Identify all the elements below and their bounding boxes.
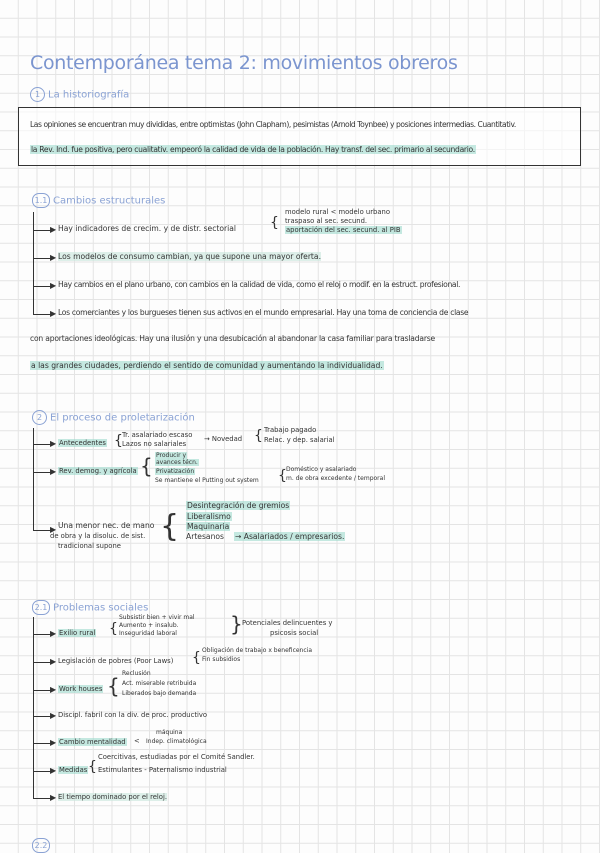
- arrow-icon: ▶: [50, 467, 57, 476]
- sub-item: traspaso al sec. secund.: [285, 217, 368, 225]
- section-number: 2.2: [32, 838, 50, 853]
- sub-item: modelo rural < modelo urbano: [285, 208, 390, 216]
- sub-item: Liberalismo: [187, 512, 231, 521]
- sub-item: Privatización: [156, 468, 195, 475]
- medidas: Medidas: [59, 766, 88, 774]
- sub-item: Se mantiene el Putting out system: [155, 477, 259, 484]
- sub-item: m. de obra excedente / temporal: [286, 475, 385, 482]
- section-number: 1.1: [32, 193, 50, 208]
- section-number: 2: [32, 410, 47, 425]
- sub-item: Coercitivas, estudiadas por el Comité Sandler.: [98, 753, 255, 761]
- sub-item: Aumento + insalub.: [119, 622, 179, 629]
- bullet-comerciantes-cont2: a las grandes ciudades, perdiendo el sentido de comunidad y aumentando la individualidad.: [31, 361, 383, 370]
- bullet-urbano: Hay cambios en el plano urbano, con cambios en la calidad de vida, como el reloj o modif. en la estruct. profesional.: [58, 280, 461, 289]
- menor-nec-3: tradicional supone: [58, 542, 121, 550]
- artesanos-arrow: → Asalariados / empresarios.: [235, 532, 345, 541]
- menor-nec-2: de obra y la disoluc. de sist.: [50, 532, 146, 540]
- sub-item: Relac. y dep. salarial: [264, 436, 335, 444]
- sub-item: Act. miserable retribuida: [122, 680, 197, 687]
- sub-item: máquina: [156, 729, 183, 736]
- arrow-icon: ▶: [50, 657, 57, 666]
- brace-icon: {: [160, 509, 180, 544]
- section-number: 2.1: [32, 600, 50, 615]
- sub-item: Subsistir bien + vivir mal: [119, 614, 195, 621]
- sub-item: Doméstico y asalariado: [286, 466, 357, 473]
- exilio-rural: Exilio rural: [59, 629, 96, 637]
- sub-item: Estimulantes - Paternalismo industrial: [98, 766, 227, 774]
- sub-item: Maquinaria: [187, 522, 230, 531]
- bullet-comerciantes: Los comerciantes y los burgueses tienen sus activos en el mundo empresarial. Hay una toma de conciencia de clase: [58, 308, 469, 317]
- arrow-icon: ▶: [50, 766, 57, 775]
- bullet-indicadores: Hay indicadores de crecim. y de distr. sectorial: [58, 224, 236, 233]
- sub-item: Lazos no salariales: [122, 440, 187, 448]
- arrow-icon: ▶: [50, 685, 57, 694]
- disciplina-fabril: Discipl. fabril con la div. de proc. productivo: [58, 711, 208, 719]
- section-title: Cambios estructurales: [53, 195, 166, 207]
- arrow-icon: ▶: [50, 309, 57, 318]
- brace-icon: {: [192, 650, 201, 666]
- sub-item: Artesanos: [186, 532, 224, 541]
- sub-item: aportación del sec. secund. al PIB: [286, 226, 401, 234]
- brace-icon: {: [88, 759, 97, 775]
- antecedentes: Antecedentes: [59, 439, 106, 447]
- brace-icon: {: [107, 674, 120, 698]
- section-heading-problemas: [32, 600, 148, 615]
- sub-item: Fin subsidios: [202, 656, 241, 663]
- arrow-icon: ▶: [50, 793, 57, 802]
- arrow-glyph: <: [134, 737, 140, 745]
- brace-icon: {: [109, 621, 118, 637]
- brace-icon: {: [114, 433, 123, 449]
- arrow-icon: ▶: [50, 225, 57, 234]
- brace-icon: {: [270, 215, 279, 231]
- sub-item: Obligación de trabajo x beneficencia: [202, 647, 312, 654]
- section-title: Problemas sociales: [53, 602, 149, 614]
- bullet-consumo: Los modelos de consumo cambian, ya que supone una mayor oferta.: [58, 252, 321, 261]
- sub-item: Reclusión: [122, 670, 151, 677]
- section-heading-proletarizacion: [32, 410, 195, 425]
- arrow-icon: ▶: [50, 629, 57, 638]
- menor-nec: Una menor nec. de mano: [58, 521, 155, 530]
- arrow-icon: ▶: [50, 525, 57, 534]
- arrow-icon: ▶: [50, 281, 57, 290]
- box-line-1: Las opiniones se encuentran muy divididas, entre optimistas (John Clapham), pesimistas (Arnold Toynbee) y posiciones intermedias. Cuantitativ.: [30, 120, 516, 129]
- sub-item: Liberados bajo demanda: [122, 690, 197, 697]
- rev-demog: Rev. demog. y agrícola: [59, 467, 137, 475]
- sub-item: Indep. climatológica: [146, 738, 207, 745]
- section-heading-2-2: [32, 838, 53, 853]
- vertical-connector: [33, 212, 34, 315]
- section-title: El proceso de proletarización: [50, 412, 195, 424]
- arrow-icon: ▶: [50, 711, 57, 720]
- section-number: 1: [30, 87, 45, 102]
- cambio-mentalidad: Cambio mentalidad: [59, 738, 126, 746]
- historiography-box: [18, 107, 581, 166]
- sub-item: Producir y: [156, 452, 187, 459]
- sub-item: Trabajo pagado: [264, 426, 317, 434]
- sub-item: Inseguridad laboral: [119, 630, 177, 637]
- work-houses: Work houses: [59, 685, 103, 693]
- arrow-icon: ▶: [50, 738, 57, 747]
- result-item: psicosis social: [270, 629, 319, 637]
- section-heading-historiografia: [30, 87, 129, 102]
- brace-icon: }: [230, 612, 243, 636]
- sub-item: Desintegración de gremios: [187, 501, 290, 510]
- section-title: La historiografía: [48, 89, 130, 101]
- page-title: Contemporánea tema 2: movimientos obreros: [30, 52, 458, 74]
- legislacion: Legislación de pobres (Poor Laws): [58, 657, 174, 665]
- brace-icon: {: [278, 468, 287, 484]
- arrow-icon: ▶: [50, 253, 57, 262]
- arrow-novedad: → Novedad: [204, 435, 243, 443]
- tiempo-reloj: El tiempo dominado por el reloj.: [58, 793, 168, 801]
- section-heading-cambios: [32, 193, 165, 208]
- box-line-2: la Rev. Ind. fue positiva, pero cualitativ. empeoró la calidad de vida de la población. Hay transf. del sec. primario al secundario.: [31, 145, 475, 154]
- arrow-icon: ▶: [50, 439, 57, 448]
- sub-item: avances técn.: [156, 459, 198, 466]
- brace-icon: {: [140, 454, 153, 478]
- bullet-comerciantes-cont: con aportaciones ideológicas. Hay una ilusión y una desubicación al abandonar la casa familiar para trasladarse: [30, 334, 435, 343]
- sub-item: Tr. asalariado escaso: [122, 431, 193, 439]
- result-item: Potenciales delincuentes y: [242, 619, 333, 627]
- brace-icon: {: [254, 428, 263, 444]
